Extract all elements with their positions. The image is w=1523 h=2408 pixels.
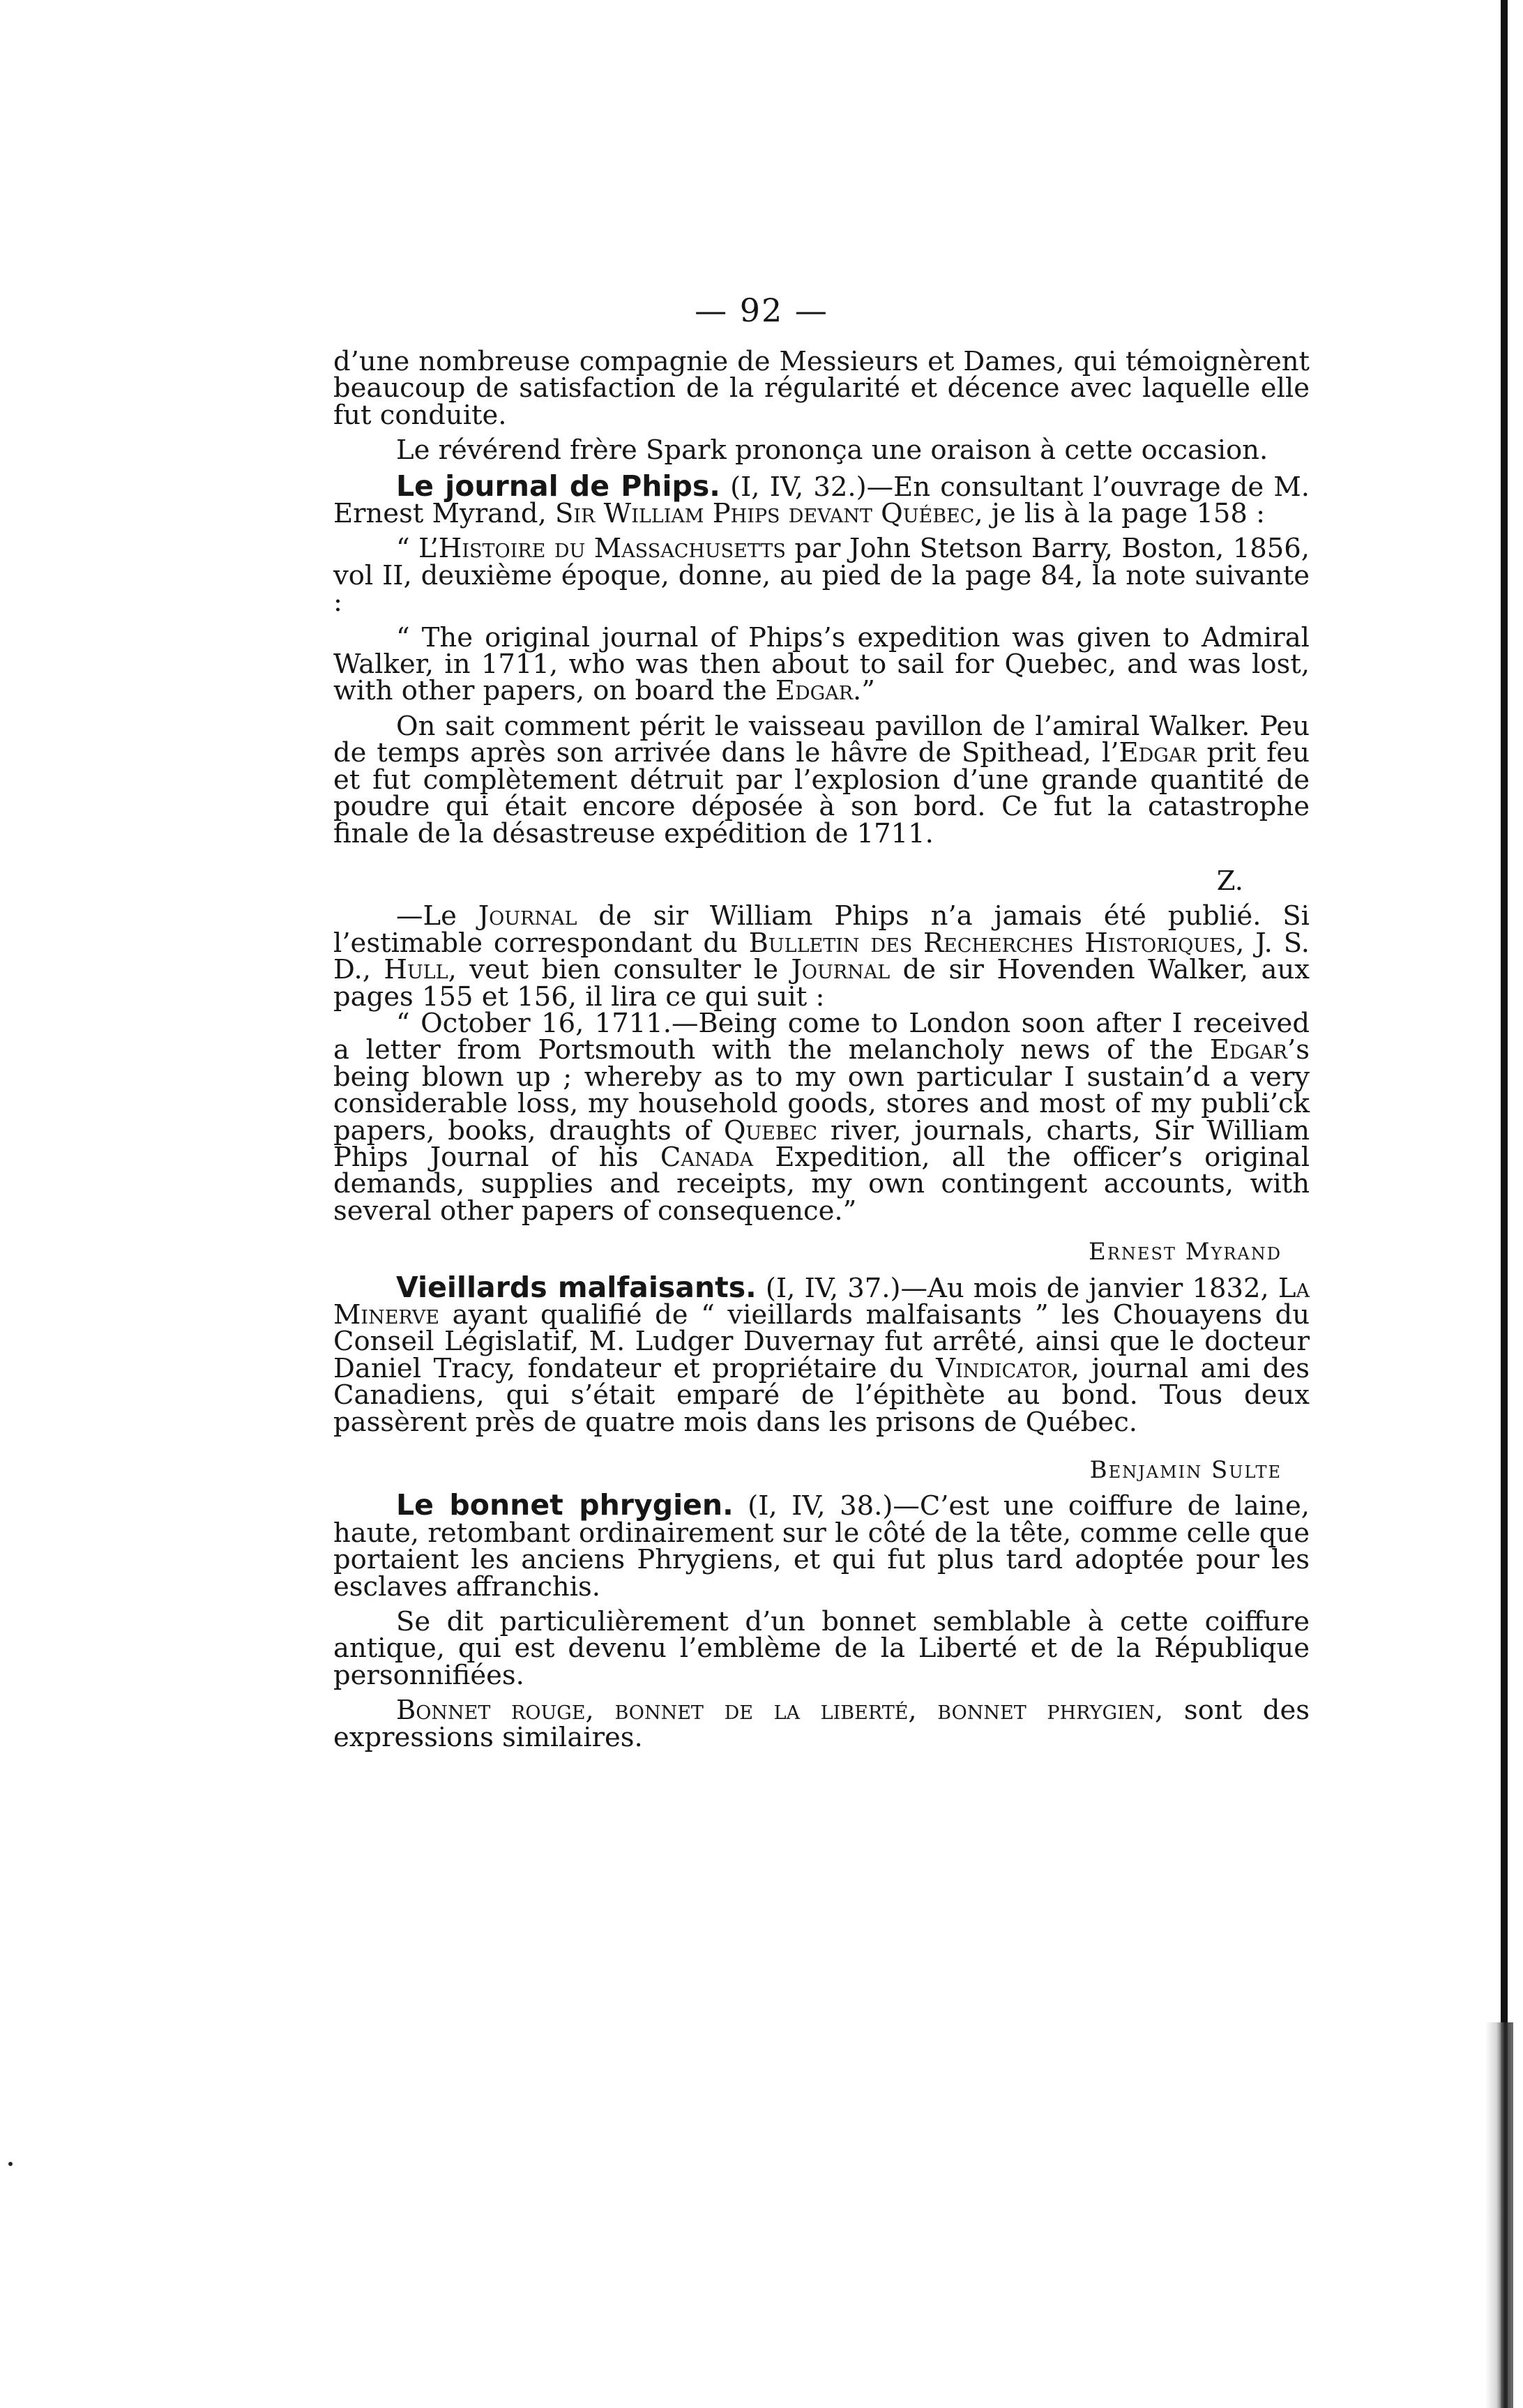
headword-vieillards-malfaisants: Vieillards malfaisants.	[396, 1270, 757, 1304]
ship-name-edgar-3: Edgar	[1209, 1034, 1287, 1066]
newspaper-vindicator: Vindicator	[936, 1352, 1071, 1384]
paragraph-walker	[333, 710, 1310, 849]
entry-phips	[333, 469, 1310, 530]
paragraph-spark: Le révérend frère Spark prononça une oraison à cette occasion.	[396, 434, 1268, 467]
vieillards-t3: , journal ami des Canadiens, qui s’était emparé de l’épithète au bond. Tous deux passèrent près de quatre mois dans les prisons de Québec.	[333, 1352, 1310, 1438]
page-number: — 92 —	[695, 291, 828, 329]
walker-end: prit feu et fut complètement détruit par l’explosion d’une grande quantité de poudre qui était encore déposée à son bord. Ce fut la catastrophe finale de la désastreuse expédition de 1711.	[333, 737, 1310, 849]
quote-intro-rest: par John Stetson Barry, Boston, 1856, vol II, deuxième époque, donne, au pied de la page 84, la note suivante :	[333, 533, 1310, 619]
quote-walker-journal	[333, 1007, 1310, 1227]
bonnet-expressions-end: , sont des expressions similaires.	[333, 1695, 1310, 1753]
journal-word-2: Journal	[791, 954, 891, 986]
ship-name-edgar-2: Edgar	[1119, 737, 1197, 769]
signature-ernest-myrand: Ernest Myrand	[1089, 1238, 1282, 1266]
walker-quote-mid: ’s being blown up ; whereby as to my own particular I sustain’d a very considerable loss, my household goods, stores and most of my publi’ck papers, books, draughts of	[333, 1034, 1310, 1146]
paragraph-bonnet-expressions	[333, 1697, 1310, 1751]
bulletin-title: Bulletin des Recherches Historiques	[748, 927, 1236, 959]
place-canada: Canada	[660, 1141, 754, 1173]
signature-benjamin-sulte: Benjamin Sulte	[1089, 1456, 1282, 1485]
entry-bonnet	[333, 1488, 1310, 1603]
headword-bonnet-phrygien: Le bonnet phrygien.	[396, 1488, 734, 1522]
quote-en-end: .”	[853, 675, 875, 707]
entry-phips-ref: (I, IV, 32.)—En consultant l’ouvrage de M. Ernest Myrand,	[333, 471, 1310, 530]
journal-word: Journal	[478, 900, 577, 932]
headword-journal-de-phips: Le journal de Phips.	[396, 469, 720, 503]
journal-mid3: , veut bien consulter le	[448, 954, 791, 986]
quote-histoire-intro	[333, 533, 1310, 619]
entry-phips-ref-tail: , je lis à la page 158 :	[974, 498, 1266, 530]
entry-vieillards	[333, 1270, 1310, 1438]
walker-quote-start: “ October 16, 1711.—Being come to London soon after I received a letter from Portsmouth with the melancholy news of the	[333, 1007, 1310, 1066]
page-edge-shadow	[1485, 2022, 1513, 2408]
paragraph-continuation: d’une nombreuse compagnie de Messieurs et Dames, qui témoignèrent beaucoup de satisfaction de la régularité et décence avec laquelle elle fut conduite.	[333, 346, 1310, 431]
book-title-phips: Sir William Phips devant Québec	[555, 498, 975, 530]
page-body	[333, 346, 1310, 1753]
quote-open: “ L’	[396, 533, 439, 565]
newspaper-la-minerve: La Minerve	[333, 1272, 1310, 1331]
quote-english-phips	[333, 621, 1310, 707]
vieillards-t2: ayant qualifié de “ vieillards malfaisants ” les Chouayens du Conseil Législatif, M. Ludger Duvernay fut arrêté, ainsi que le docteur Daniel Tracy, fondateur et propriétaire du	[333, 1299, 1310, 1384]
paragraph-bonnet-antique: Se dit particulièrement d’un bonnet semblable à cette coiffure antique, qui est devenu l’emblème de la Liberté et de la République personnifiées.	[333, 1606, 1310, 1691]
bonnet-t1: (I, IV, 38.)—C’est une coiffure de laine, haute, retombant ordinairement sur le côté de la tête, comme celle que portaient les anciens Phrygiens, et qui fut plus tard adoptée pour les esclaves affranchis.	[333, 1490, 1310, 1603]
quote-en-start: “ The original journal of Phips’s expedition was given to Admiral Walker, in 1711, who was then about to sail for Quebec, and was lost, with other papers, on board the	[333, 621, 1310, 707]
walker-start: On sait comment périt le vaisseau pavillon de l’amiral Walker. Peu de temps après son arrivée dans le hâvre de Spithead, l’	[333, 710, 1310, 769]
walker-quote-mid2: river, journals, charts, Sir William Phips Journal of his	[333, 1114, 1310, 1173]
ship-name-edgar: Edgar	[775, 675, 854, 707]
vieillards-t1: (I, IV, 37.)—Au mois de janvier 1832,	[756, 1272, 1278, 1304]
journal-mid2: , J. S. D.,	[333, 927, 1310, 986]
histoire-massachusetts-title: Histoire du Massachusetts	[438, 533, 786, 565]
entry-journal-phips	[333, 900, 1310, 1013]
place-quebec: Quebec	[723, 1114, 818, 1146]
bonnet-expressions-caps: Bonnet rouge, bonnet de la liberté, bonnet phrygien	[396, 1695, 1155, 1727]
journal-end: de sir Hovenden Walker, aux pages 155 et 156, il lira ce qui suit :	[333, 954, 1310, 1013]
signature-z: Z.	[1216, 865, 1243, 897]
walker-quote-end: Expedition, all the officer’s original demands, supplies and receipts, my own contingent accounts, with several other papers of consequence.”	[333, 1141, 1310, 1227]
journal-mid: de sir William Phips n’a jamais été publié. Si l’estimable correspondant du	[333, 900, 1310, 959]
scan-speck	[8, 2162, 13, 2166]
place-hull: Hull	[384, 954, 448, 986]
journal-start: —Le	[396, 900, 478, 932]
